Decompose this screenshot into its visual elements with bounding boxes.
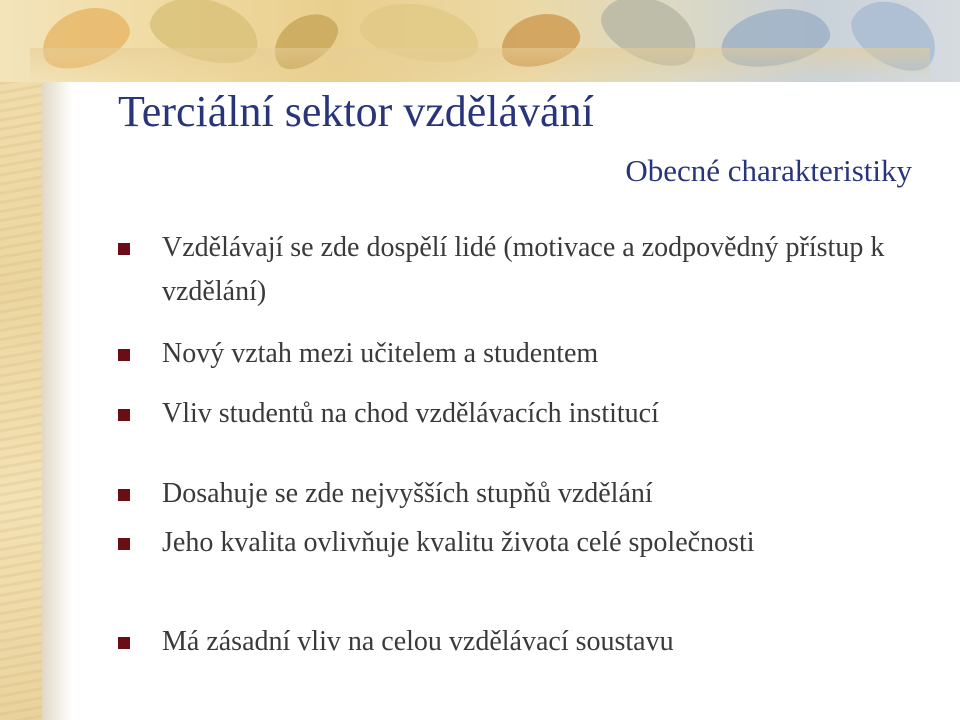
parchment-strip (0, 0, 42, 720)
bullet-marker-icon (118, 538, 130, 550)
bullet-marker-icon (118, 409, 130, 421)
bullet-text: Jeho kvalita ovlivňuje kvalitu života celé společnosti (162, 527, 755, 558)
bullet-item (118, 392, 918, 436)
strip-shadow (42, 80, 72, 720)
bullet-marker-icon (118, 243, 130, 255)
bullet-item (118, 332, 918, 376)
slide-subtitle: Obecné charakteristiky (625, 153, 912, 188)
bullet-item (118, 472, 918, 516)
banner-fade (30, 48, 930, 82)
bullet-item (118, 226, 918, 314)
bullet-text: Vzdělávají se zde dospělí lidé (motivace a zodpovědný přístup k vzdělání) (162, 232, 885, 307)
bullet-text: Nový vztah mezi učitelem a studentem (162, 338, 599, 369)
bullet-text: Má zásadní vliv na celou vzdělávací soustavu (162, 626, 674, 657)
bullet-marker-icon (118, 349, 130, 361)
bullet-item (118, 524, 918, 562)
bullet-marker-icon (118, 489, 130, 501)
slide-title: Terciální sektor vzdělávání (118, 87, 594, 136)
bullet-text: Vliv studentů na chod vzdělávacích institucí (162, 398, 659, 429)
bullet-text: Dosahuje se zde nejvyšších stupňů vzdělání (162, 478, 653, 509)
bullet-marker-icon (118, 637, 130, 649)
bullet-item (118, 620, 918, 664)
